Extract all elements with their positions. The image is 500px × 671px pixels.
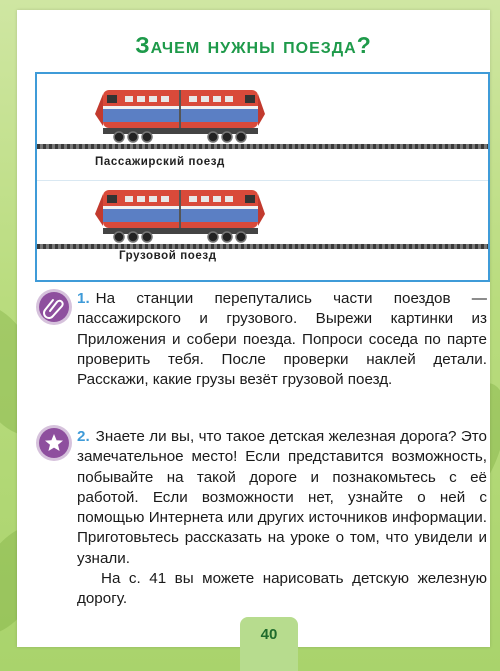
task-2	[77, 427, 487, 610]
task-2-text-2: На с. 41 вы можете нарисовать детскую железную дорогу.	[77, 570, 487, 608]
page-title-mark: ?	[356, 32, 372, 58]
rail-track	[37, 244, 488, 249]
freight-train-caption: Грузовой поезд	[119, 250, 217, 262]
star-icon	[39, 428, 69, 458]
train-divider	[37, 180, 488, 181]
task-1	[77, 289, 487, 390]
rail-track	[37, 144, 488, 149]
passenger-train-caption: Пассажирский поезд	[95, 156, 225, 168]
paperclip-icon	[39, 292, 69, 322]
textbook-page	[17, 10, 490, 647]
task-1-text: На станции перепутались части поездов — пассажирского и грузового. Вырежи картинки из Приложения и собери поезда. Попроси соседа по парте проверить тебя. После проверки наклей детали. Расскажи, какие грузы везёт грузовой поезд.	[77, 290, 487, 389]
passenger-train-image	[95, 84, 265, 149]
page-number-tab	[240, 617, 298, 671]
task-1-number: 1.	[77, 290, 90, 307]
task-2-number: 2.	[77, 428, 90, 445]
page-title-text: Зачем нужны поезда	[135, 32, 357, 58]
trains-frame	[35, 72, 490, 282]
task-2-text: Знаете ли вы, что такое детская железная дорога? Это замечательное место! Если представится возможность, побывайте на такой дороге и познакомьтесь с её работой. Если возможности нет, узнайте о ней с помощью Интернета или других источников информации. Приготовьтесь рассказать на уроке о том, что увидели и узнали.	[77, 428, 487, 567]
page-title	[17, 32, 490, 59]
page-number: 40	[260, 626, 278, 643]
locomotive-icon	[95, 184, 265, 244]
locomotive-icon	[95, 84, 265, 144]
freight-train-image	[95, 184, 265, 249]
